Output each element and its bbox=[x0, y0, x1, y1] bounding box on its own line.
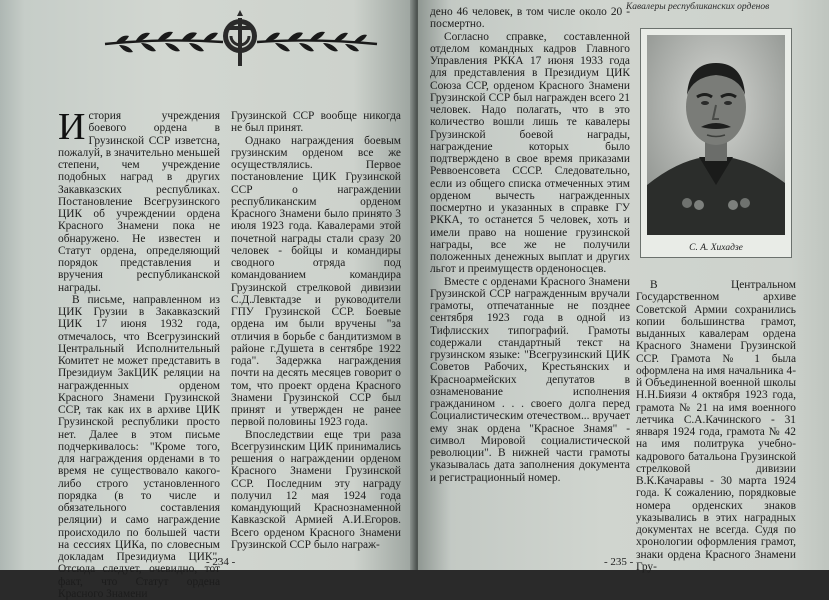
portrait-caption: С. А. Хихадзе bbox=[689, 243, 743, 253]
left-column-2 bbox=[231, 110, 401, 551]
page-number-right: - 235 - bbox=[604, 556, 634, 568]
page-number-left: - 234 - bbox=[206, 556, 236, 568]
paragraph: Впоследствии еще три раза Всегрузинским ЦИК принимались решения о награждении орденом Красного Знамени Грузинской ССР. Последним эту награду получил 12 мая 1924 года командующий Краснознаменной Кавказской Армией А.И.Егоров. Всего орденом Красного Знамени Грузинской ССР было награж- bbox=[231, 428, 401, 551]
left-column-1 bbox=[58, 106, 220, 600]
paragraph: В письме, направленном из ЦИК Грузии в Закавказский ЦИК 17 июня 1932 года, отмечалось, что Всегрузинский Центральный Исполнительный Комитет не может представить в Президиум ЗакЦИК реляции на награжденных орденом Красного Знамени Грузинской ССР, так как их в архиве ЦИК Грузинской республики просто нет. Далее в этом письме подчеркивалось: "Кроме того, для награждения орденами в то время не существовало какого-либо строго установленного порядка (в то числе и обязательного составления реляции) и само награждение происходило по большей части на сессиях ЦИКа, по словесным докладам Президиума ЦИК". Отсюда следует, очевидно, тот факт, что Статут ордена Красного Знамени bbox=[58, 293, 220, 600]
laurel-emblem-ornament bbox=[95, 8, 385, 70]
paragraph: Согласно справке, составленной отделом командных кадров Главного Управления РККА 17 июня 1933 года для представления в Президиум ЦИК Союза ССР, орденом Красного Знамени Грузинской ССР был награжден всего 21 человек. Надо полагать, что в это количество вошли лишь те кавалеры Грузинской боевой награды, награждение которых было подтверждено в свое время приказами Реввоенсовета СССР. Следовательно, если из общего списка отмеченных этим орденом вычесть награжденных посмертно и указанных в справке ГУ РККА, то останется 5 человек, хоть и имели право на ношение грузинской награды, все же не получили положенных денежных выплат и других льгот и преимуществ орденоносцев. bbox=[430, 30, 630, 276]
intro-paragraph: История учреждения боевого ордена в Грузинской ССР изветсна, пожалуй, в значительно меньшей степени, чем учреждение подобных наград в других Закавказских республиках. Постановление Всегрузинского ЦИК об учреждении ордена Красного Знамени пока не обнаружено. Не известен и Статут ордена, определяющий порядок представления и вручения республиканской награды. bbox=[58, 106, 220, 294]
paragraph: дено 46 человек, в том числе около 20 - посмертно. bbox=[430, 6, 630, 31]
right-column-2 bbox=[636, 279, 796, 573]
paragraph: Вместе с орденами Красного Знамени Грузинской ССР награжденным вручали грамоты, отпечатанные не позднее сентября 1923 года в одной из Тифлисских типографий. Грамоты содержали стандартный текст на грузинском языке: "Всегрузинский ЦИК Советов Рабочих, Крестьянских и Красноармейских депутатов в ознаменование исполнения гражданином . . . своего долга перед Социалистическим отечеством... вручает ему знак ордена "Красное Знамя" - символ Мировой социалистической революции". В нижней части грамоты указывалась дата заполнения документа и регистрационный номер. bbox=[430, 275, 630, 484]
portrait-photo bbox=[647, 35, 785, 235]
paragraph: Однако награждения боевым грузинским орденом все же осуществлялись. Первое постановление ЦИК Грузинской ССР о награждении республиканским орденом Красного Знамени было принято 3 июля 1923 года. Кавалерами этой почетной награды стали сразу 20 человек - бойцы и командиры сводного отряда под командованием командира Грузинской стрелковой дивизии С.Д.Левктадзе и руководители ГПУ Грузинской ССР. Боевые ордена им были вручены "за отличия в борьбе с бандитизмом в районе г.Душета в сентябре 1922 года". Задержка награждения почти на десять месяцев говорит о том, что проект ордена Красного Знамени Грузинской ССР был принят и утвержден не ранее первой половины 1923 года. bbox=[231, 134, 401, 429]
portrait-drawing bbox=[647, 35, 785, 235]
right-page bbox=[418, 0, 829, 573]
paragraph: В Центральном Государственном архиве Советской Армии сохранились копии большинства грамот, выданных кавалерам ордена Красного Знамени Грузинской ССР. Грамота № 1 была оформлена на имя начальника 4-й Объединенной военной школы Н.Н.Биязи 4 октября 1923 года, грамота № 21 на имя военного летчика С.А.Качинского - 31 января 1924 года, грамота № 42 на имя политрука учебно-кадрового батальона Грузинской стрелковой дивизии В.К.Качаравы - 30 марта 1924 года. К сожалению, порядковые номера орденских знаков указывались в этих наградных документах не всегда. Судя по хронологии оформления грамот, знаки ордена Красного Знамени Гру- bbox=[636, 279, 796, 573]
drop-cap: И bbox=[58, 106, 86, 148]
right-column-1 bbox=[430, 6, 630, 484]
paragraph: Грузинской ССР вообще никогда не был принят. bbox=[231, 110, 401, 135]
portrait-frame bbox=[640, 28, 792, 258]
running-head: Кавалеры республиканских орденов bbox=[626, 2, 770, 12]
